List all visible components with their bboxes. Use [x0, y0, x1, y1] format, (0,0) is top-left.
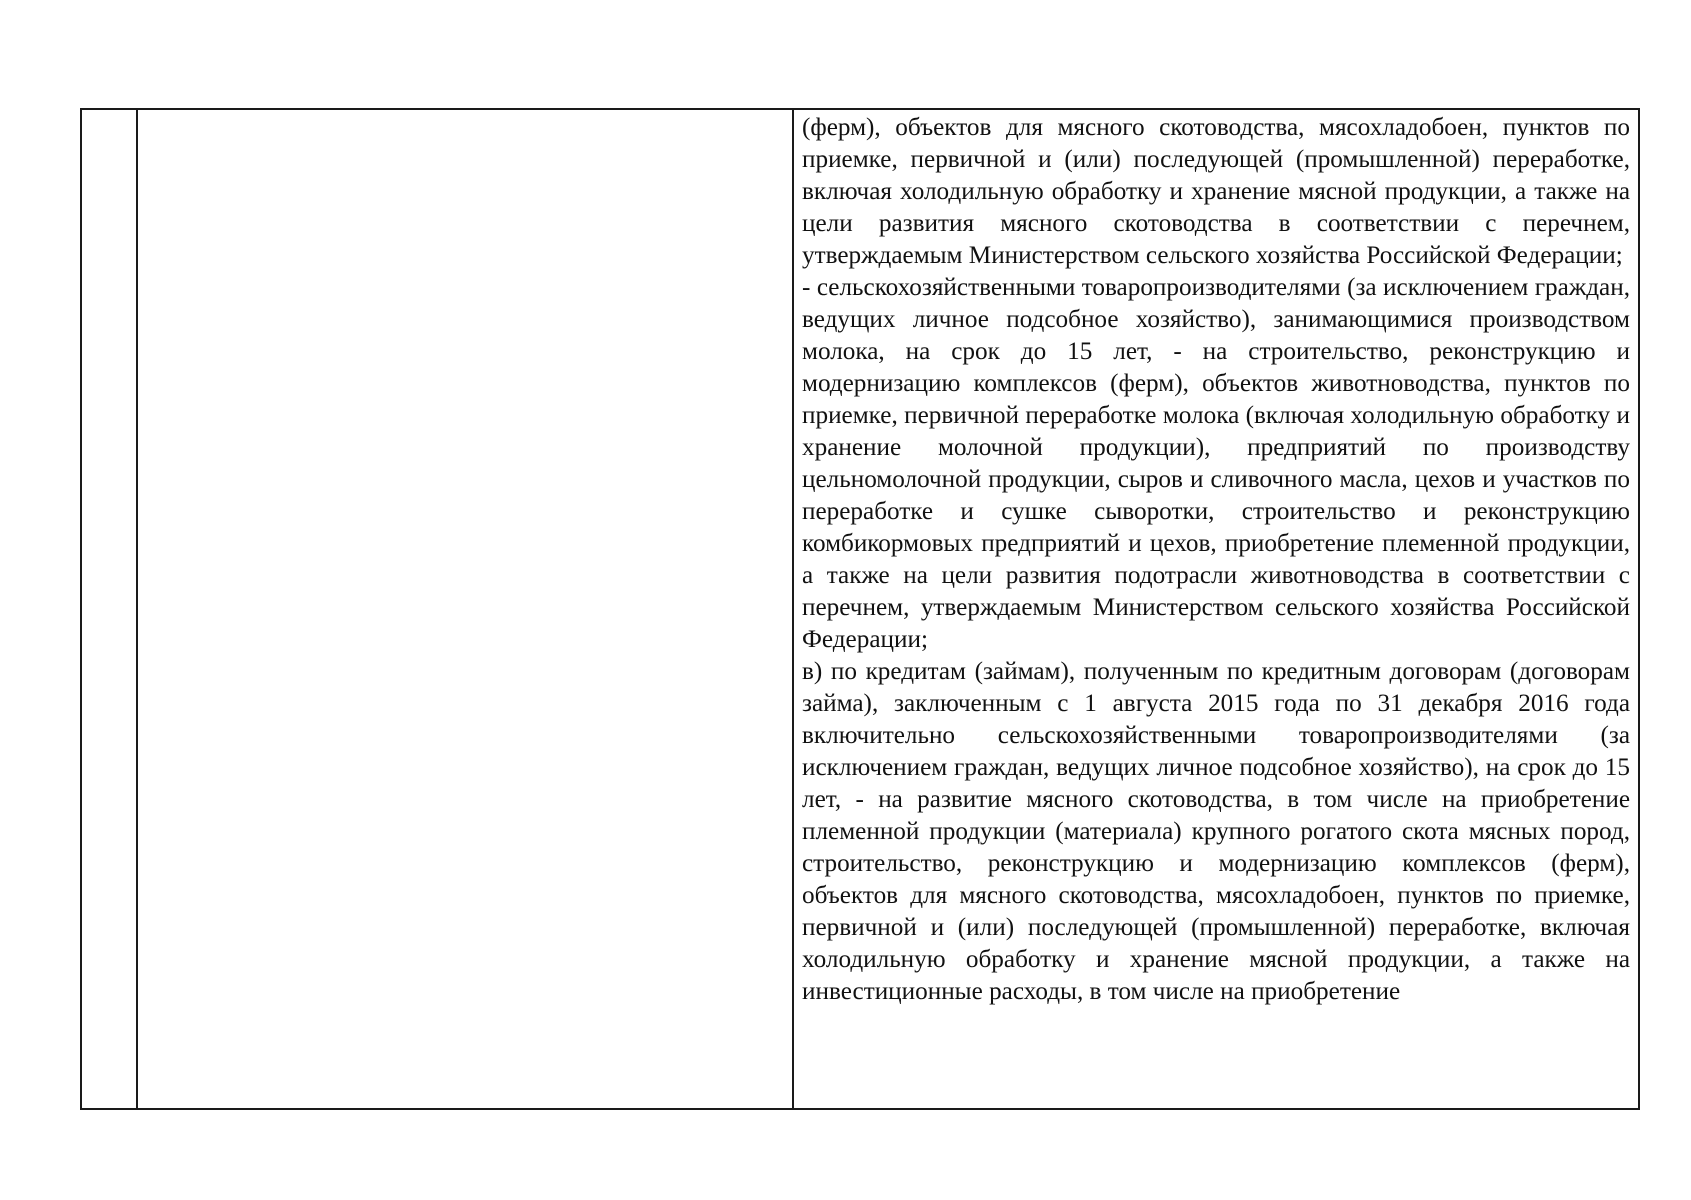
paragraph-dairy-producers: - сельскохозяйственными товаропроизводителями (за исключением граждан, ведущих личное подсобное хозяйство), занимающимися производством молока, на срок до 15 лет, - на строительство, реконструкцию и модернизацию комплексов (ферм), объектов животноводства, пунктов по приемке, первичной переработке молока (включая холодильную обработку и хранение молочной продукции), предприятий по производству цельномолочной продукции, сыров и сливочного масла, цехов и участков по переработке и сушке сыворотки, строительство и реконструкцию комбикормовых предприятий и цехов, приобретение племенной продукции, а также на цели развития подотрасли животноводства в соответствии с перечнем, утверждаемым Министерством сельского хозяйства Российской Федерации;	[802, 274, 1630, 653]
content-column-cell	[794, 110, 1638, 1108]
paragraph-meat-farms-continuation: (ферм), объектов для мясного скотоводства, мясохладобоен, пунктов по приемке, первичной и (или) последующей (промышленной) переработке, включая холодильную обработку и хранение мясной продукции, а также на цели развития мясного скотоводства в соответствии с перечнем, утверждаемым Министерством сельского хозяйства Российской Федерации;	[802, 114, 1630, 269]
number-column-cell	[82, 110, 138, 1108]
name-column-cell	[138, 110, 794, 1108]
paragraph-item-v-loans: в) по кредитам (займам), полученным по кредитным договорам (договорам займа), заключенным с 1 августа 2015 года по 31 декабря 2016 года включительно сельскохозяйственными товаропроизводителями (за исключением граждан, ведущих личное подсобное хозяйство), на срок до 15 лет, - на развитие мясного скотоводства, в том числе на приобретение племенной продукции (материала) крупного рогатого скота мясных пород, строительство, реконструкцию и модернизацию комплексов (ферм), объектов для мясного скотоводства, мясохладобоен, пунктов по приемке, первичной и (или) последующей (промышленной) переработке, включая холодильную обработку и хранение мясной продукции, а также на инвестиционные расходы, в том числе на приобретение	[802, 658, 1630, 1005]
document-table	[80, 108, 1640, 1110]
